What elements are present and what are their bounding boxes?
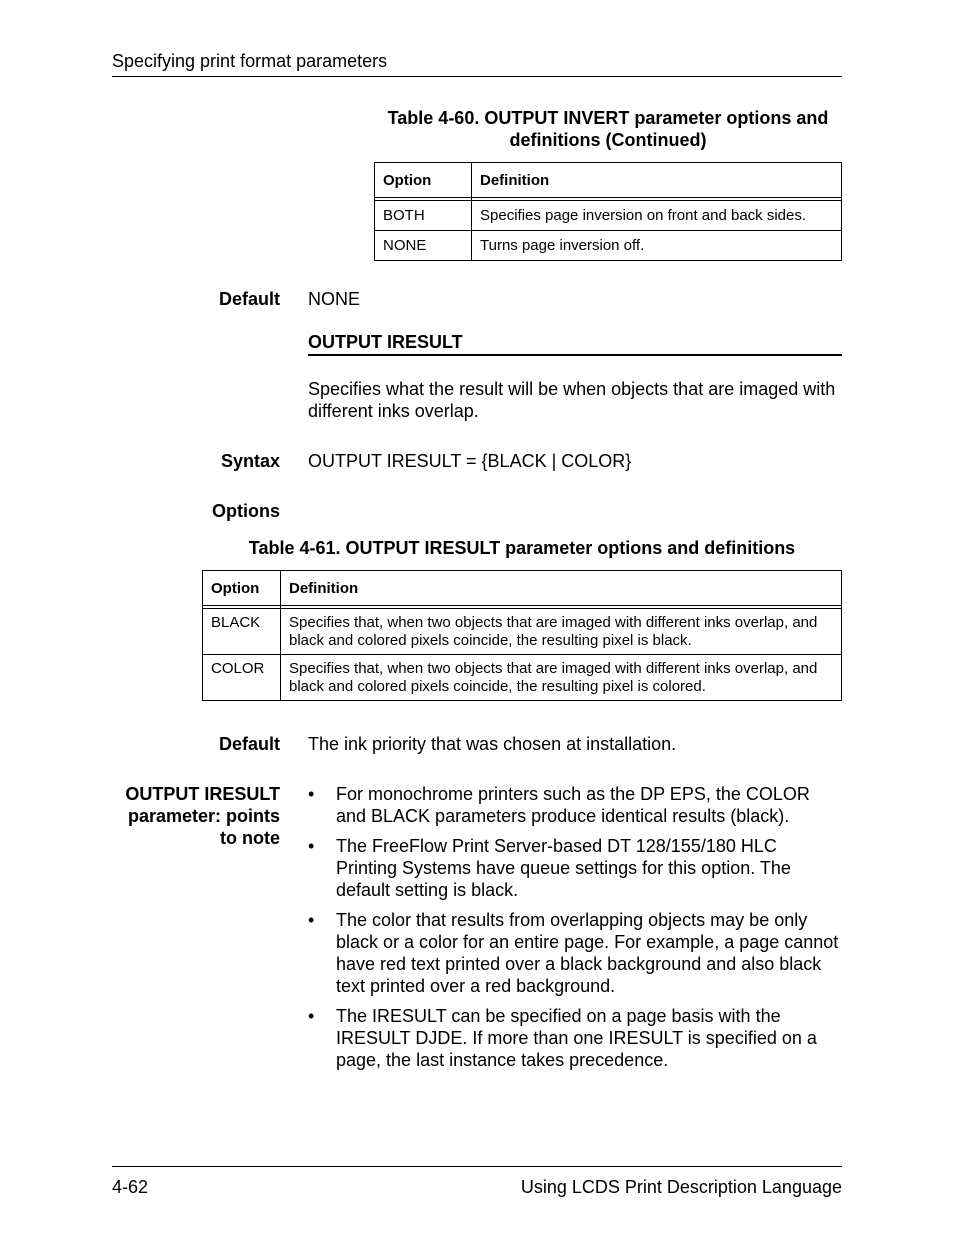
list-item-text: The IRESULT can be specified on a page basis with the IRESULT DJDE. If more than one IRESULT is specified on a page, the last instance takes precedence. xyxy=(336,1006,817,1070)
section-description: Specifies what the result will be when objects that are imaged with different inks overlap. xyxy=(308,379,836,421)
option-cell: NONE xyxy=(375,231,472,261)
table-row xyxy=(375,201,842,231)
column-header-option: Option xyxy=(203,571,281,606)
list-item xyxy=(308,835,842,901)
default-value: The ink priority that was chosen at installation. xyxy=(308,734,677,754)
table-4-60-caption: Table 4-60. OUTPUT INVERT parameter options and definitions (Continued) xyxy=(387,108,829,150)
list-item xyxy=(308,909,842,997)
column-header-definition: Definition xyxy=(281,571,842,606)
notes-list xyxy=(308,783,842,1079)
definition-cell: Specifies that, when two objects that are imaged with different inks overlap, and black and colored pixels coincide, the resulting pixel is black. xyxy=(281,609,842,655)
book-title: Using LCDS Print Description Language xyxy=(520,1177,842,1197)
bullet-icon: • xyxy=(308,1006,315,1026)
list-item-text: The FreeFlow Print Server-based DT 128/155/180 HLC Printing Systems have queue settings for this option. The default setting is black. xyxy=(336,836,791,900)
definition-cell: Specifies that, when two objects that are imaged with different inks overlap, and black and colored pixels coincide, the resulting pixel is colored. xyxy=(281,655,842,701)
footer-rule xyxy=(112,1166,842,1167)
bullet-icon: • xyxy=(308,910,315,930)
bullet-icon: • xyxy=(308,784,315,804)
header-rule xyxy=(112,76,842,77)
list-item-text: For monochrome printers such as the DP EPS, the COLOR and BLACK parameters produce identical results (black). xyxy=(336,784,810,826)
table-row xyxy=(203,655,842,701)
list-item xyxy=(308,783,842,827)
syntax-value: OUTPUT IRESULT = {BLACK | COLOR} xyxy=(308,451,632,471)
default-value: NONE xyxy=(308,289,361,309)
page-number: 4-62 xyxy=(112,1177,149,1197)
table-4-61-caption: Table 4-61. OUTPUT IRESULT parameter options and definitions xyxy=(248,538,796,558)
output-invert-table xyxy=(374,162,842,261)
table-header-row xyxy=(375,163,842,198)
default-label: Default xyxy=(218,734,280,754)
options-label: Options xyxy=(212,501,280,521)
running-header: Specifying print format parameters xyxy=(112,51,388,71)
section-title: OUTPUT IRESULT xyxy=(308,332,842,356)
bullet-icon: • xyxy=(308,836,315,856)
table-row xyxy=(203,609,842,655)
output-iresult-table xyxy=(202,570,842,701)
column-header-definition: Definition xyxy=(472,163,842,198)
definition-cell: Specifies page inversion on front and back sides. xyxy=(472,201,842,231)
list-item-text: The color that results from overlapping objects may be only black or a color for an entire page. For example, a page cannot have red text printed over a black background and also black text printed over a red background. xyxy=(336,910,839,996)
table-row xyxy=(375,231,842,261)
column-header-option: Option xyxy=(375,163,472,198)
definition-cell: Turns page inversion off. xyxy=(472,231,842,261)
default-label: Default xyxy=(218,289,280,309)
notes-label: OUTPUT IRESULT parameter: points to note xyxy=(125,784,280,848)
option-cell: BOTH xyxy=(375,201,472,231)
table-header-row xyxy=(203,571,842,606)
option-cell: BLACK xyxy=(203,609,281,655)
list-item xyxy=(308,1005,842,1071)
option-cell: COLOR xyxy=(203,655,281,701)
syntax-label: Syntax xyxy=(220,451,280,471)
